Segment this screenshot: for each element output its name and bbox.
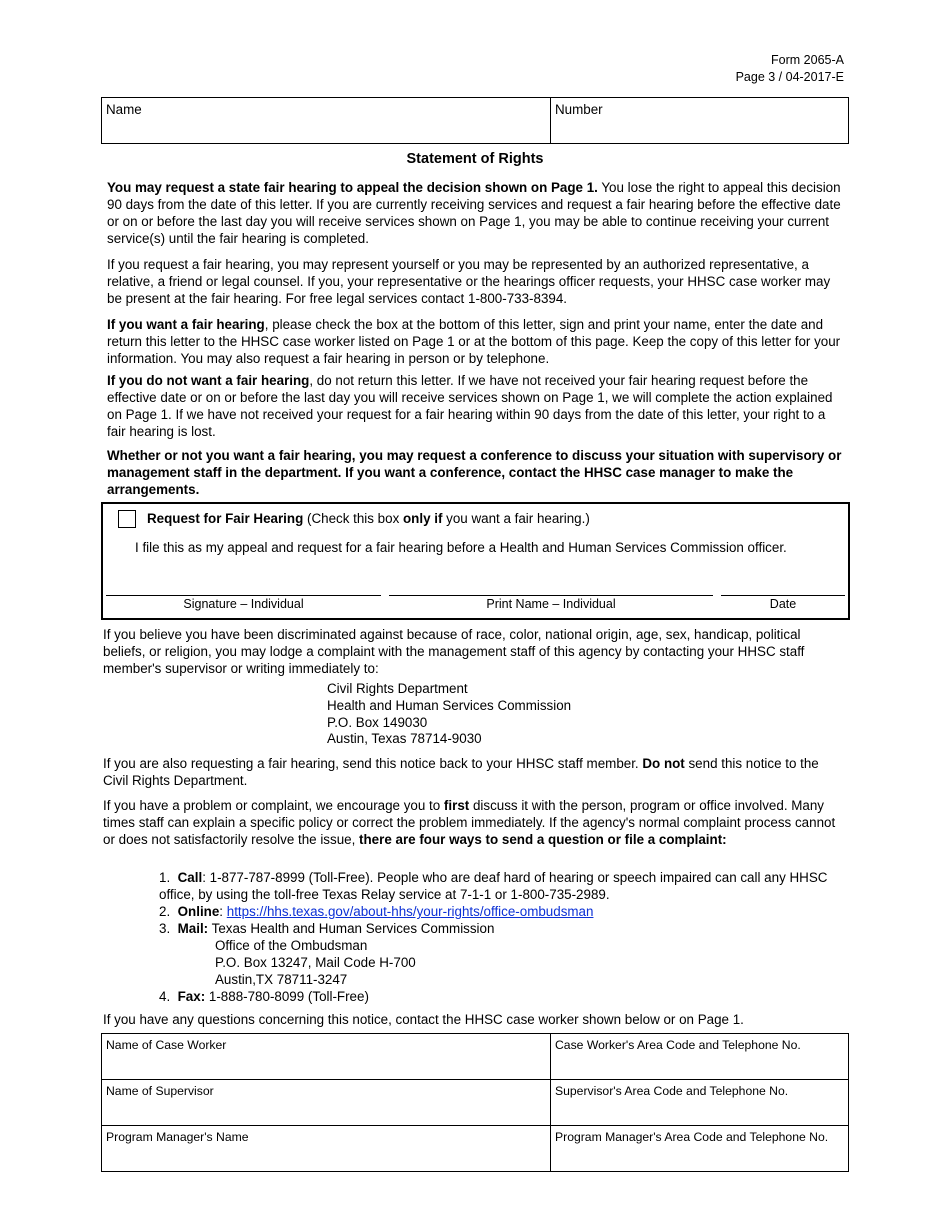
program-manager-label: Program Manager's Name: [106, 1130, 249, 1144]
program-manager-field[interactable]: [102, 1126, 551, 1172]
also-requesting-start: If you are also requesting a fair hearing, send this notice back to your HHSC staff member.: [103, 756, 643, 771]
way-call-text: : 1-877-787-8999 (Toll-Free). People who are deaf hard of hearing or speech impaired can call any HHSC office, by using the toll-free Texas Relay service at 7-1-1 or 1-800-735-2989.: [159, 870, 828, 902]
program-manager-phone-label: Program Manager's Area Code and Telephone No.: [555, 1130, 829, 1144]
name-field[interactable]: [102, 98, 551, 144]
signature-label: Signature – Individual: [183, 597, 304, 611]
name-number-table: [101, 97, 849, 144]
case-worker-label: Name of Case Worker: [106, 1038, 227, 1052]
date-label: Date: [769, 597, 797, 611]
paragraph-want-hearing: [107, 316, 845, 367]
signature-field[interactable]: [106, 595, 381, 612]
complaint-first: first: [443, 798, 470, 813]
form-number: Form 2065-A: [771, 53, 844, 67]
paragraph-representation: If you request a fair hearing, you may represent yourself or you may be represented by an authorized representative, a relative, a friend or legal counsel. If you, your representative or the hearings officer requests, your HHSC case worker may be present at the fair hearing. For free legal services contact 1-800-733-8394.: [107, 257, 831, 306]
way-fax-num: 4.: [159, 989, 171, 1004]
way-mail-num: 3.: [159, 921, 171, 936]
complaint-start: If you have a problem or complaint, we encourage you to: [103, 798, 444, 813]
way-fax-text: 1-888-780-8099 (Toll-Free): [205, 989, 369, 1004]
program-manager-phone-field[interactable]: [551, 1126, 849, 1172]
paragraph-discrimination: If you believe you have been discriminated against because of race, color, national origin, age, sex, handicap, political beliefs, or religion, you may lodge a complaint with the management staff of this agency by contacting your HHSC staff member's supervisor or writing immediately to:: [103, 627, 805, 676]
paragraph-want-hearing-bold: If you want a fair hearing: [107, 317, 265, 332]
fair-hearing-title: [147, 510, 837, 527]
fair-hearing-title-bold: Request for Fair Hearing: [147, 511, 304, 526]
case-worker-phone-label: Case Worker's Area Code and Telephone No.: [555, 1038, 801, 1052]
paragraph-no-hearing: [107, 372, 845, 440]
fair-hearing-statement: I file this as my appeal and request for a fair hearing before a Health and Human Services Commission officer.: [135, 540, 787, 555]
also-requesting-end: send this notice to the Civil Rights Department.: [103, 756, 819, 788]
way-call: [159, 869, 839, 903]
fair-hearing-title-only-if: only if: [403, 511, 443, 526]
mail-line-3: P.O. Box 13247, Mail Code H-700: [215, 955, 416, 970]
number-label: Number: [555, 102, 603, 117]
ways-list: [159, 869, 839, 1005]
paragraph-no-hearing-bold: If you do not want a fair hearing: [107, 373, 310, 388]
paragraph-want-hearing-text: , please check the box at the bottom of this letter, sign and print your name, enter the date and return this letter to the HHSC case worker listed on Page 1 or at the bottom of this page. Keep the copy of this letter for your information. You may also request a fair hearing in person or by telephone.: [107, 317, 841, 366]
supervisor-label: Name of Supervisor: [106, 1084, 214, 1098]
way-fax-label: Fax:: [177, 989, 206, 1004]
number-field[interactable]: [551, 98, 849, 144]
also-requesting-do-not: Do not: [642, 756, 685, 771]
mail-line-1: Texas Health and Human Services Commission: [208, 921, 495, 936]
address-line-4: Austin, Texas 78714-9030: [327, 731, 482, 747]
paragraph-conference: Whether or not you want a fair hearing, you may request a conference to discuss your situation with supervisory or management staff in the department. If you want a conference, contact the HHSC case manager to make the arrangements.: [107, 448, 842, 497]
fair-hearing-title-end: you want a fair hearing.): [442, 511, 590, 526]
way-mail: [159, 920, 839, 937]
name-label: Name: [106, 102, 142, 117]
paragraph-no-hearing-text: , do not return this letter. If we have not received your fair hearing request before the effective date or on or before the last day you will receive services shown on Page 1, we will complete the action explained on Page 1. If we have not received your request for a fair hearing within 90 days from the date of this letter, your right to a fair hearing is lost.: [107, 373, 833, 439]
paragraph-also-requesting: [103, 755, 845, 789]
print-name-label: Print Name – Individual: [486, 597, 616, 611]
supervisor-phone-field[interactable]: [551, 1080, 849, 1126]
fair-hearing-request-box: [101, 502, 850, 620]
paragraph-appeal: [107, 179, 845, 247]
paragraph-questions: If you have any questions concerning this notice, contact the HHSC case worker shown below or on Page 1.: [103, 1012, 744, 1027]
fair-hearing-title-mid: (Check this box: [303, 511, 403, 526]
paragraph-appeal-bold: You may request a state fair hearing to appeal the decision shown on Page 1.: [107, 180, 598, 195]
way-online: [159, 903, 839, 920]
way-call-num: 1.: [159, 870, 171, 885]
page-info: Page 3 / 04-2017-E: [735, 70, 844, 84]
mail-line-4: Austin,TX 78711-3247: [215, 972, 348, 987]
page-title: Statement of Rights: [406, 151, 544, 167]
way-fax: [159, 988, 839, 1005]
supervisor-phone-label: Supervisor's Area Code and Telephone No.: [555, 1084, 789, 1098]
mail-line-2: Office of the Ombudsman: [215, 938, 368, 953]
way-mail-label: Mail:: [177, 921, 209, 936]
complaint-four-ways: there are four ways to send a question or file a complaint:: [359, 832, 727, 847]
way-online-sep: :: [219, 904, 227, 919]
ombudsman-link[interactable]: https://hhs.texas.gov/about-hhs/your-rights/office-ombudsman: [226, 904, 594, 919]
address-line-2: Health and Human Services Commission: [327, 697, 572, 713]
case-worker-field[interactable]: [102, 1034, 551, 1080]
way-online-num: 2.: [159, 904, 171, 919]
complaint-mid: discuss it with the person, program or office involved. Many times staff can explain a specific policy or correct the problem immediately. If the agency's normal complaint process cannot or does not satisfactorily resolve the issue,: [103, 798, 836, 847]
way-call-label: Call: [177, 870, 203, 885]
print-name-field[interactable]: [389, 595, 713, 612]
supervisor-field[interactable]: [102, 1080, 551, 1126]
address-line-3: P.O. Box 149030: [327, 714, 428, 730]
paragraph-complaint: [103, 797, 845, 848]
fair-hearing-checkbox[interactable]: [118, 510, 136, 528]
case-worker-phone-field[interactable]: [551, 1034, 849, 1080]
civil-rights-address: [327, 681, 571, 748]
contacts-table: [101, 1033, 849, 1172]
way-online-label: Online: [177, 904, 220, 919]
paragraph-appeal-text: You lose the right to appeal this decision 90 days from the date of this letter. If you are currently receiving services and request a fair hearing before the effective date or on or before the last day you will receive services shown on Page 1, you may be able to continue receiving your current service(s) until the fair hearing is completed.: [107, 180, 841, 246]
address-line-1: Civil Rights Department: [327, 681, 468, 696]
date-field[interactable]: [721, 595, 845, 612]
